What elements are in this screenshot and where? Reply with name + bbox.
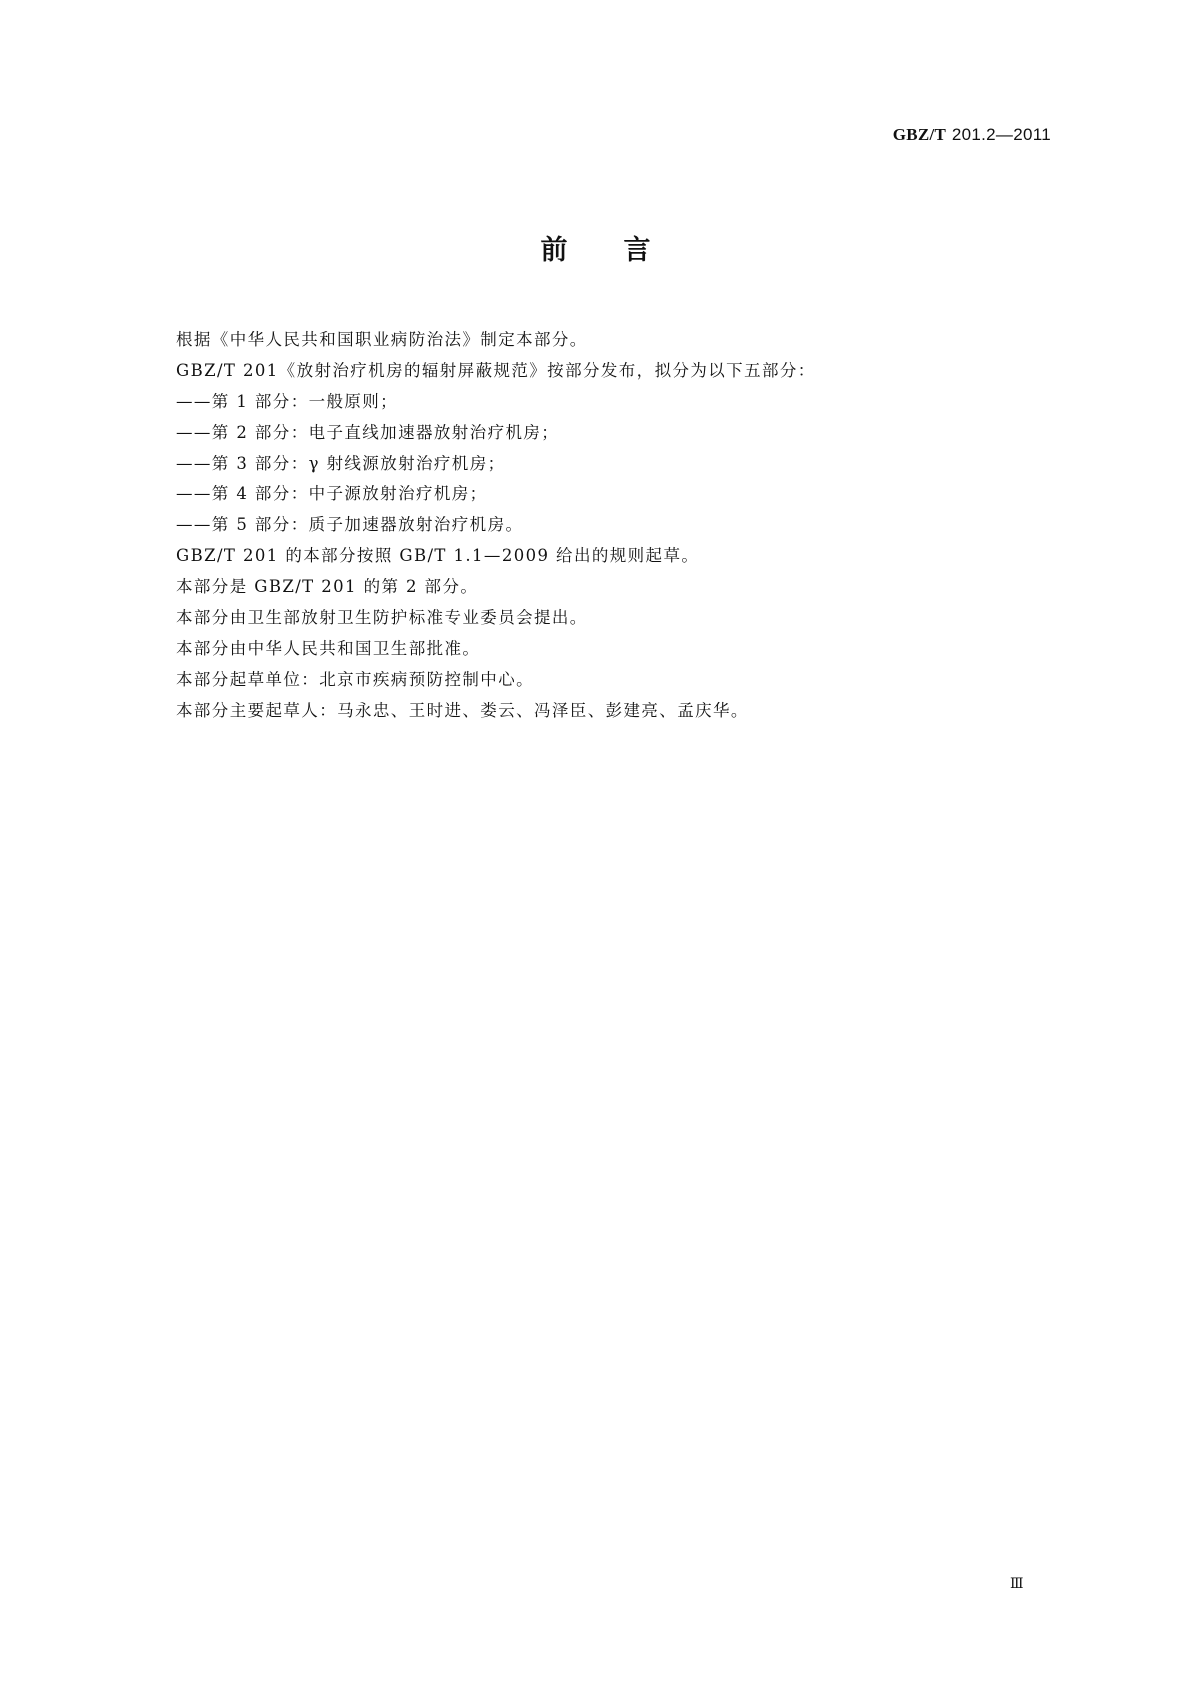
standard-code-number: 201.2—2011 [951,125,1051,144]
paragraph-legal-basis: 根据《中华人民共和国职业病防治法》制定本部分。 [176,330,588,349]
standard-code-prefix: GBZ/T [892,125,947,144]
list-item-part-5: ——第 5 部分：质子加速器放射治疗机房。 [176,515,524,535]
page-number: Ⅲ [1010,1577,1024,1592]
list-item-part-4: ——第 4 部分：中子源放射治疗机房； [176,484,488,504]
paragraph-drafters: 本部分主要起草人：马永忠、王时进、娄云、冯泽臣、彭建亮、孟庆华。 [176,700,749,720]
paragraph-parts-intro: GBZ/T 201《放射治疗机房的辐射屏蔽规范》按部分发布，拟分为以下五部分： [176,360,816,380]
paragraph-proposed-by: 本部分由卫生部放射卫生防护标准专业委员会提出。 [176,608,588,628]
paragraph-approved-by: 本部分由中华人民共和国卫生部批准。 [176,638,481,658]
list-item-part-1: ——第 1 部分：一般原则； [176,391,399,411]
paragraph-part-number: 本部分是 GBZ/T 201 的第 2 部分。 [176,577,479,597]
list-item-part-3: ——第 3 部分：γ 射线源放射治疗机房； [176,453,506,473]
paragraph-drafting-unit: 本部分起草单位：北京市疾病预防控制中心。 [176,669,534,689]
page-title: 前言 [540,235,707,266]
list-item-part-2: ——第 2 部分：电子直线加速器放射治疗机房； [176,422,560,442]
foreword-body [176,325,1056,727]
paragraph-drafting-rules: GBZ/T 201 的本部分按照 GB/T 1.1—2009 给出的规则起草。 [176,546,700,566]
standard-code [893,125,1051,145]
